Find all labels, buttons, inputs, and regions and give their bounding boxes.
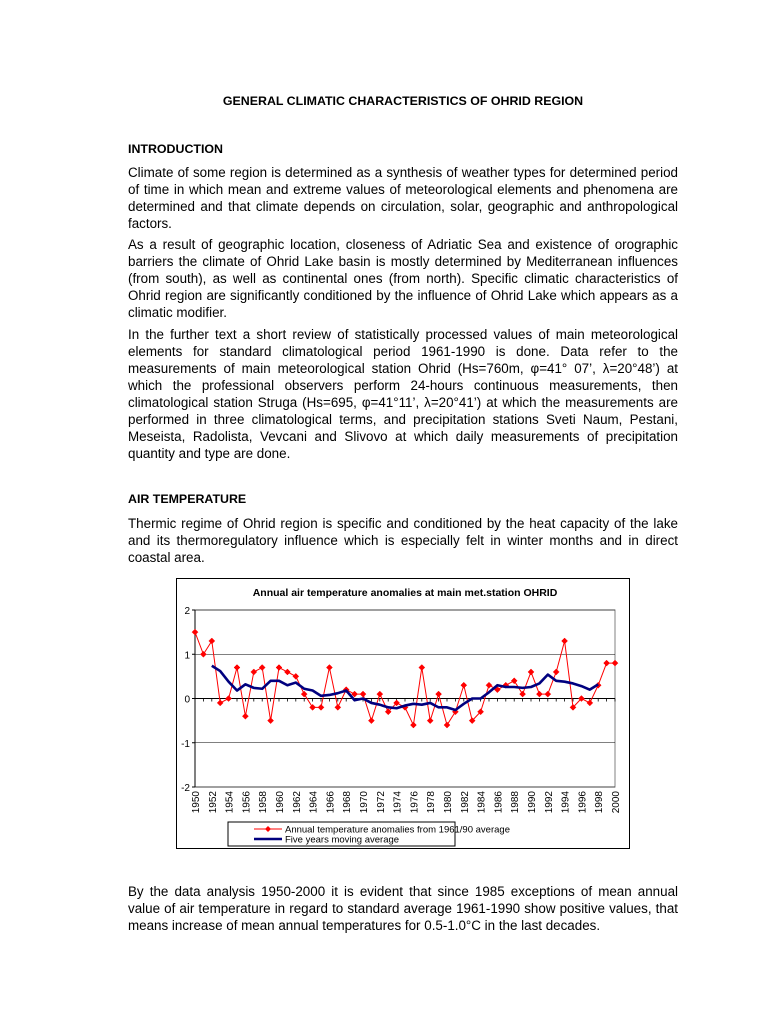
chart-svg — [177, 579, 629, 848]
intro-paragraph-2: As a result of geographic location, closeness of Adriatic Sea and existence of orographic barriers the climate of Ohrid Lake basin is mostly determined by Mediterranean influences (from south), as well as continental ones (from north). Specific climatic characteristics of Ohrid region are significantly conditioned by the influence of Ohrid Lake which appears as a climatic modifier. — [128, 237, 678, 320]
data-point — [461, 682, 467, 688]
x-tick-label: 1966 — [325, 791, 337, 814]
data-point — [528, 669, 534, 675]
x-tick-label: 1962 — [291, 791, 303, 814]
closing-paragraph: By the data analysis 1950-2000 it is evident that since 1985 exceptions of mean annual value of air temperature in regard to standard average 1961-1990 show positive values, that means increase of mean annual temperatures for 0.5-1.0°C in the last decades. — [128, 884, 678, 933]
x-tick-label: 1968 — [342, 791, 354, 814]
y-tick-label: -1 — [181, 738, 190, 750]
x-tick-label: 1986 — [493, 791, 505, 814]
document-title: GENERAL CLIMATIC CHARACTERISTICS OF OHRID REGION — [222, 94, 584, 108]
data-point — [436, 691, 442, 697]
x-tick-label: 1984 — [476, 791, 488, 814]
data-point — [293, 673, 299, 679]
y-tick-label: -2 — [181, 783, 190, 794]
x-tick-label: 1952 — [207, 791, 219, 814]
x-tick-label: 1982 — [459, 791, 471, 814]
air-temperature-paragraph: Thermic regime of Ohrid region is specific and conditioned by the heat capacity of the lake and its thermoregulatory influence which is especially felt in winter months and in direct coastal area. — [128, 516, 678, 565]
x-tick-label: 1972 — [375, 791, 387, 814]
data-point — [276, 665, 282, 671]
data-point — [360, 691, 366, 697]
data-point — [368, 718, 374, 724]
x-tick-label: 1960 — [275, 791, 286, 814]
data-point — [251, 669, 257, 675]
data-point — [444, 722, 450, 728]
x-tick-label: 1990 — [527, 791, 538, 814]
data-point — [536, 691, 542, 697]
data-point — [200, 651, 206, 657]
data-point — [259, 665, 265, 671]
data-point — [486, 682, 492, 688]
data-point — [242, 713, 248, 719]
data-point — [318, 704, 324, 710]
data-point — [511, 678, 517, 684]
data-point — [301, 691, 307, 697]
data-point — [234, 665, 240, 671]
x-tick-label: 1996 — [577, 791, 589, 814]
data-point — [209, 638, 215, 644]
x-tick-label: 1964 — [308, 791, 320, 814]
data-point — [520, 691, 526, 697]
data-point — [310, 704, 316, 710]
data-point — [326, 665, 332, 671]
intro-paragraph-1: Climate of some region is determined as a synthesis of weather types for determined period of time in which mean and extreme values of meteorological elements and phenomena are determined and that climate depends on circulation, solar, geographic and anthropological factors. — [128, 165, 678, 231]
x-tick-label: 1954 — [224, 791, 236, 814]
x-tick-label: 1958 — [258, 791, 270, 814]
data-point — [562, 638, 568, 644]
data-point — [419, 665, 425, 671]
x-tick-label: 1994 — [560, 791, 572, 814]
data-point — [335, 704, 341, 710]
data-point — [410, 722, 416, 728]
data-point — [604, 660, 610, 666]
data-point — [217, 700, 223, 706]
data-point — [545, 691, 551, 697]
intro-paragraph-3: In the further text a short review of statistically processed values of main meteorological elements for standard climatological period 1961-1990 is done. Data refer to the measurements of main meteorological station Ohrid (Hs=760m, φ=41° 07’, λ=20°48’) at which the professional observers perform 24-hours continuous measurements, then climatological station Struga (Hs=695, φ=41°11’, λ=20°41’) at which the measurements are performed in three climatological terms, and precipitation stations Sveti Naum, Pestani, Meseista, Radolista, Vevcani and Slivovo at which daily measurements of precipitation quantity and type are done. — [128, 327, 678, 461]
x-tick-label: 1950 — [191, 791, 202, 814]
legend-label: Annual temperature anomalies from 1961/90 average — [285, 824, 510, 836]
x-tick-label: 1978 — [426, 791, 438, 814]
y-tick-label: 1 — [184, 650, 190, 662]
data-point — [377, 691, 383, 697]
data-point — [226, 696, 232, 702]
x-tick-label: 1992 — [543, 791, 555, 814]
x-tick-label: 1970 — [359, 791, 370, 814]
data-point — [612, 660, 618, 666]
x-tick-label: 1998 — [594, 791, 606, 814]
legend-label: Five years moving average — [285, 834, 400, 846]
moving-average-line — [212, 666, 598, 710]
data-point — [427, 718, 433, 724]
x-tick-label: 1980 — [443, 791, 454, 814]
data-point — [268, 718, 274, 724]
data-point — [192, 629, 198, 635]
y-tick-label: 0 — [184, 694, 190, 706]
data-point — [284, 669, 290, 675]
x-tick-label: 1956 — [241, 791, 253, 814]
data-point — [587, 700, 593, 706]
section-heading-air-temperature: AIR TEMPERATURE — [128, 492, 247, 506]
y-tick-label: 2 — [184, 606, 190, 617]
data-point — [553, 669, 559, 675]
x-tick-label: 2000 — [611, 791, 622, 814]
temperature-anomaly-chart — [176, 578, 630, 849]
section-heading-introduction: INTRODUCTION — [128, 142, 223, 156]
x-tick-label: 1988 — [510, 791, 522, 814]
chart-title: Annual air temperature anomalies at main met.station OHRID — [252, 587, 558, 599]
x-tick-label: 1974 — [392, 791, 404, 814]
x-tick-label: 1976 — [409, 791, 421, 814]
